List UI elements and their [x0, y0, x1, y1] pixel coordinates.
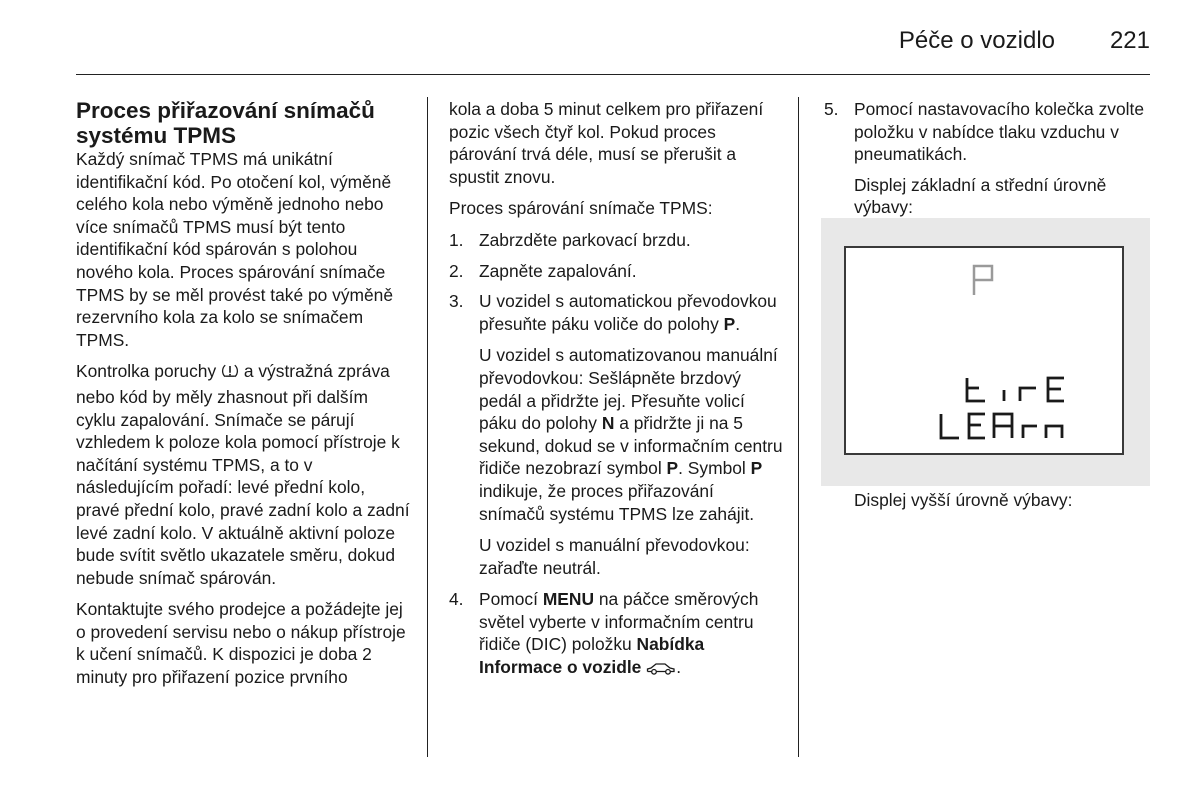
text-run: na páčce směrových světel vyberte v informačním centru řidiče (DIC) položku — [479, 589, 759, 655]
display-figure — [821, 218, 1150, 486]
step-number: 2. — [449, 260, 464, 281]
lcd-display — [844, 246, 1124, 455]
paragraph: Každý snímač TPMS má unikátní identifikační kód. Po otočení kol, výměně celého kola nebo výměně jednoho nebo více snímačů TPMS musí být tento identifikační kód spárován s polohou nového kola. Proces spárování snímače TPMS by se měl provést také po výměně rezervního kola za kolo se snímačem TPMS. — [76, 149, 394, 350]
gear-p-glyph — [974, 266, 992, 295]
tpms-warning-icon — [221, 362, 239, 386]
step-2 — [449, 260, 784, 283]
menu-item-keyword: Nabídka Informace o vozidle — [479, 634, 705, 678]
step-subtext: U vozidel s manuální převodovkou: zařaďte neutrál. — [479, 535, 750, 578]
column-divider-1 — [427, 97, 428, 757]
step-number: 3. — [449, 291, 464, 312]
step-text: Pomocí nastavovacího kolečka zvolte položku v nabídce tlaku vzduchu v pneumatikách. — [854, 99, 1144, 165]
text-run: Pomocí — [479, 589, 538, 610]
text-run: . — [676, 657, 682, 678]
column-divider-2 — [798, 97, 799, 757]
tire-glyphs — [967, 378, 1064, 401]
caption-advanced-block — [854, 489, 1150, 521]
learn-glyphs — [941, 414, 1062, 438]
step-subtext: U vozidel s automatizovanou manuální převodovkou: Sešlápněte brzdový pedál a přidržte jej. Přesuňte volicí páku do polohy N a přidržte ji na 5 sekund, dokud se v informačním centru řidiče nezobrazí symbol P. Symbol P indikuje, že proces přiřazování snímačů systému TPMS lze zahájit. — [479, 345, 783, 524]
paragraph: kola a doba 5 minut celkem pro přiřazení pozic všech čtyř kol. Pokud proces párování trvá déle, musí se přerušit a spustit znovu. — [449, 99, 764, 187]
text-run: a výstražná zpráva nebo kód by měly zhasnout při dalším cyklu zapalování. Snímače se párují vzhledem k poloze kola pomocí přístroje k načítání systému TPMS, a to v následujícím pořadí: levé přední kolo, pravé přední kolo, pravé zadní kolo a zadní levé zadní kolo. V aktuálně aktivní poloze bude svítit světlo ukazatele směru, dokud nebude snímač spárován. — [76, 361, 410, 588]
section-heading: Proces přiřazování snímačů systému TPMS — [76, 98, 375, 148]
car-icon — [646, 658, 676, 681]
step-text: U vozidel s automatickou převodovkou přesuňte páku voliče do polohy P. — [479, 291, 777, 334]
step-4 — [449, 588, 784, 680]
text-run: Kontrolka poruchy — [76, 361, 217, 382]
section-title: Péče o vozidlo — [898, 27, 1055, 54]
caption-basic-display: Displej základní a střední úrovně výbavy: — [854, 174, 1107, 218]
menu-keyword: MENU — [542, 589, 595, 610]
step-number: 5. — [824, 99, 839, 119]
caption-advanced-display: Displej vyšší úrovně výbavy: — [854, 490, 1073, 510]
page-number: 221 — [1109, 27, 1150, 54]
column-2 — [449, 98, 784, 689]
step-number: 4. — [449, 589, 464, 610]
step-3 — [449, 290, 784, 579]
step-text: Zapněte zapalování. — [479, 260, 637, 281]
paragraph — [76, 360, 410, 589]
header-rule — [76, 74, 1150, 75]
column-3 — [824, 98, 1150, 228]
column-1 — [76, 98, 410, 698]
step-number: 1. — [449, 229, 464, 250]
segment-display — [846, 248, 1122, 453]
paragraph: Kontaktujte svého prodejce a požádejte jej o provedení servisu nebo o nákup přístroje k učení snímačů. K dispozici je doba 2 minuty pro přiřazení pozice prvního — [76, 599, 406, 688]
step-text: Zabrzděte parkovací brzdu. — [479, 229, 691, 250]
paragraph: Proces spárování snímače TPMS: — [449, 198, 713, 219]
step-5 — [824, 98, 1150, 166]
step-1 — [449, 229, 784, 252]
